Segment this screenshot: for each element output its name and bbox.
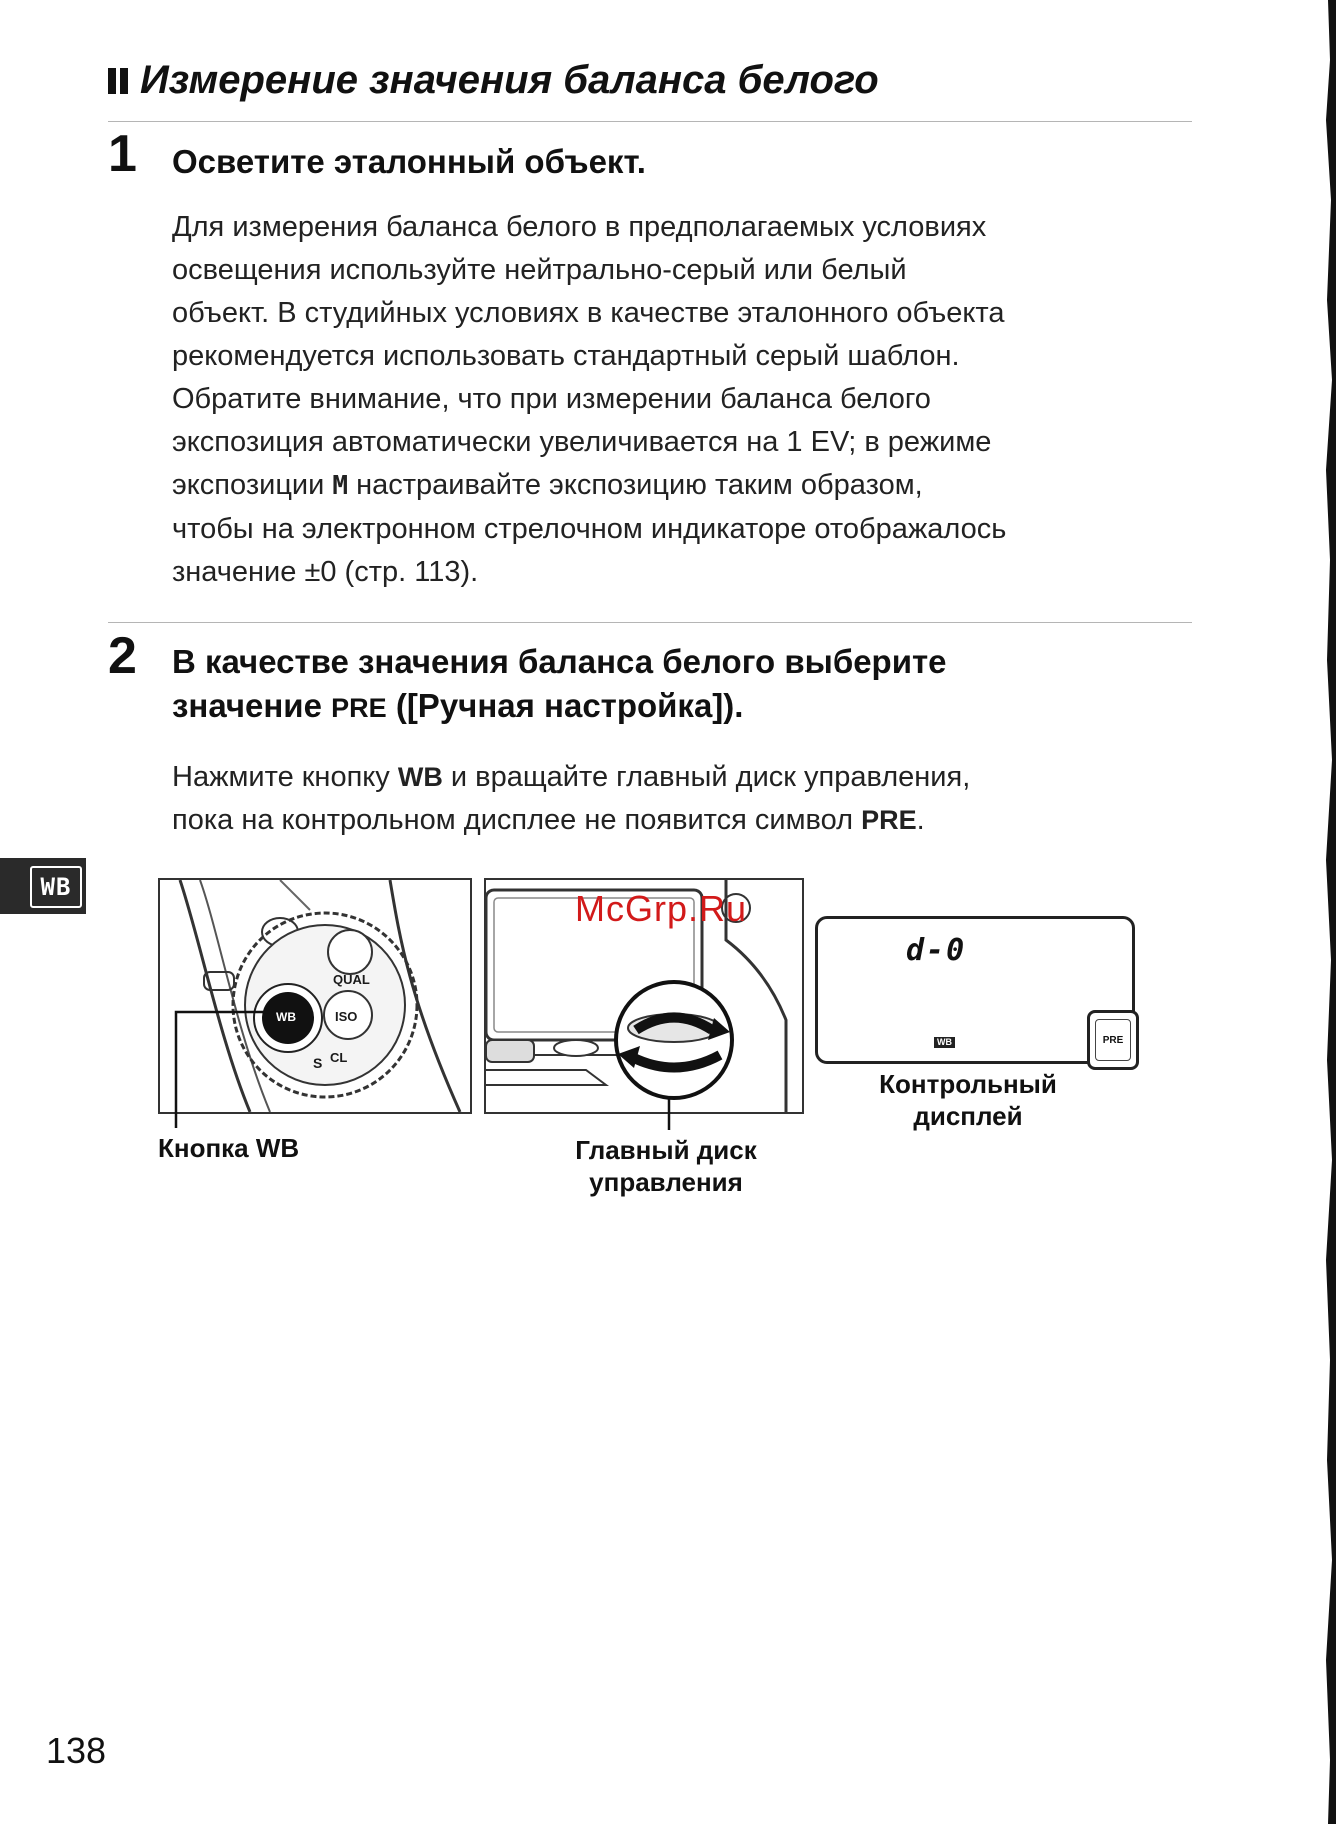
step-2-line2-post: . <box>916 804 925 836</box>
command-dial-caption-line1: Главный диск <box>575 1135 757 1165</box>
manual-mode-glyph: M <box>332 471 349 501</box>
step-2-line <box>172 799 1292 842</box>
step-2-heading-pre: значение <box>172 687 332 724</box>
pre-token: PRE <box>331 693 387 723</box>
section-title-text: Измерение значения баланса белого <box>140 58 879 102</box>
step-2-line2-pre: пока на контрольном дисплее не появится символ <box>172 804 862 836</box>
step-1-line7-post: настраивайте экспозицию таким образом, <box>348 469 923 501</box>
step-1-line: экспозиция автоматически увеличивается на 1 EV; в режиме <box>172 426 992 458</box>
wb-button-leader <box>160 1000 280 1130</box>
wb-button-caption <box>158 1132 299 1164</box>
step-2-line1-pre: Нажмите кнопку <box>172 761 398 793</box>
lcd-pre-indicator: PRE <box>1095 1019 1131 1061</box>
step-1-body <box>172 206 1292 594</box>
step-1-line7-pre: экспозиции <box>172 469 333 501</box>
step-1-line: рекомендуется использовать стандартный серый шаблон. <box>172 340 960 372</box>
lcd-wb-indicator: WB <box>934 1037 955 1048</box>
wb-token: WB <box>397 762 443 792</box>
section-rule <box>108 121 1192 122</box>
step-2-heading-line2 <box>172 684 1292 730</box>
lcd-pre-indicator-box <box>1087 1010 1139 1070</box>
step-rule <box>108 622 1192 623</box>
step-2-heading-post: ([Ручная настройка]). <box>386 687 744 724</box>
control-panel-caption-line1: Контрольный <box>879 1069 1057 1099</box>
command-dial-caption <box>546 1134 786 1198</box>
section-title <box>108 58 879 103</box>
step-1-line: освещения используйте нейтрально-серый или белый <box>172 254 907 286</box>
step-1-line <box>172 464 1292 508</box>
qual-button-label: QUAL <box>333 972 370 987</box>
s-mode-label: S <box>313 1055 323 1071</box>
wb-chapter-tab <box>0 858 86 914</box>
step-2-body <box>172 756 1292 842</box>
command-dial-caption-line2: управления <box>589 1167 743 1197</box>
page-number: 138 <box>46 1730 107 1771</box>
wb-button-label: WB <box>276 1010 296 1024</box>
step-1-heading: Осветите эталонный объект. <box>172 143 646 180</box>
pre-token: PRE <box>861 805 917 835</box>
step-2-line1-post: и вращайте главный диск управления, <box>442 761 971 793</box>
step-1-line: Для измерения баланса белого в предполагаемых условиях <box>172 211 987 243</box>
cl-mode-label: CL <box>330 1050 348 1065</box>
control-panel-caption <box>848 1068 1088 1132</box>
step-1-line: значение ±0 (стр. 113). <box>172 556 479 588</box>
wb-caption-token: WB <box>255 1133 300 1163</box>
wb-caption-text: Кнопка <box>158 1133 256 1163</box>
lcd-readout: d-0 <box>906 933 967 968</box>
site-watermark: McGrp.Ru <box>575 888 748 929</box>
command-dial-leader <box>664 1096 674 1130</box>
step-1-number: 1 <box>108 125 137 183</box>
step-2-line <box>172 756 1292 799</box>
step-1-line: объект. В студийных условиях в качестве эталонного объекта <box>172 297 1005 329</box>
section-marker-icon <box>108 68 128 94</box>
wb-chapter-tab-label: WB <box>30 866 82 908</box>
step-2-number: 2 <box>108 627 137 685</box>
step-2-heading-line1: В качестве значения баланса белого выберите <box>172 643 947 680</box>
step-1-line: чтобы на электронном стрелочном индикаторе отображалось <box>172 513 1007 545</box>
iso-button-label: ISO <box>335 1009 358 1024</box>
control-panel-caption-line2: дисплей <box>913 1101 1023 1131</box>
step-2-heading <box>172 640 1292 730</box>
scan-edge-decoration <box>1318 0 1336 1824</box>
step-1-line: Обратите внимание, что при измерении баланса белого <box>172 383 931 415</box>
